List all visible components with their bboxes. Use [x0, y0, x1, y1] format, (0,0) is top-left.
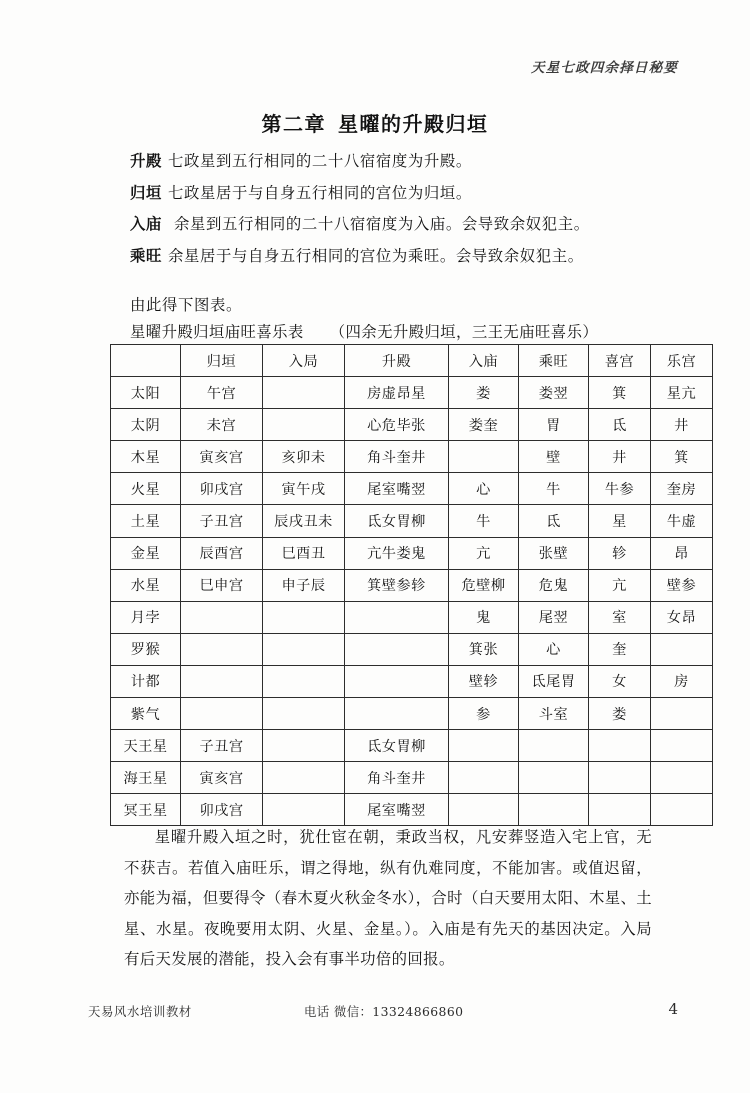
column-header-rumiao: 入庙 — [449, 345, 519, 377]
table-cell — [345, 633, 449, 665]
table-cell — [519, 730, 589, 762]
table-cell: 娄奎 — [449, 409, 519, 441]
table-cell: 奎 — [589, 633, 651, 665]
table-cell: 星亢 — [651, 377, 713, 409]
definition-term: 乘旺 — [130, 246, 162, 265]
table-cell: 张壁 — [519, 537, 589, 569]
closing-paragraph: 星曜升殿入垣之时，犹仕宦在朝，秉政当权，凡安葬竖造入宅上官，无不获吉。若值入庙旺乐，谓之得地，纵有仇难同度，不能加害。或值迟留，亦能为福，但要得令（春木夏火秋金冬水），合时（白天要用太阳、木星、土星、水星。夜晚要用太阴、火星、金星。）。入庙是有先天的基因决定。入局有后天发展的潜能，投入会有事半功倍的回报。 — [124, 828, 652, 968]
column-header-legong: 乐宫 — [651, 345, 713, 377]
table-cell — [263, 698, 345, 730]
table-cell: 星 — [589, 505, 651, 537]
page-title — [0, 108, 750, 137]
page-footer — [88, 1002, 678, 1024]
table-cell: 寅午戌 — [263, 473, 345, 505]
table-cell: 参 — [449, 698, 519, 730]
table-cell: 箕壁参轸 — [345, 569, 449, 601]
table-cell: 角斗奎井 — [345, 441, 449, 473]
column-header-chengwang: 乘旺 — [519, 345, 589, 377]
page-number: 4 — [668, 1000, 678, 1018]
table-cell — [181, 633, 263, 665]
table-row — [111, 377, 713, 409]
table-cell: 申子辰 — [263, 569, 345, 601]
table-cell: 箕 — [651, 441, 713, 473]
table-cell: 娄 — [449, 377, 519, 409]
table-row — [111, 537, 713, 569]
table-cell: 胃 — [519, 409, 589, 441]
table-cell: 井 — [651, 409, 713, 441]
table-cell — [345, 665, 449, 697]
table-cell-star-name: 太阴 — [111, 409, 181, 441]
table-cell — [181, 698, 263, 730]
table-cell: 奎房 — [651, 473, 713, 505]
table-cell: 未宫 — [181, 409, 263, 441]
table-cell — [651, 698, 713, 730]
table-cell-star-name: 紫气 — [111, 698, 181, 730]
table-row — [111, 569, 713, 601]
table-cell: 寅亥宫 — [181, 441, 263, 473]
table-cell: 尾室嘴翌 — [345, 794, 449, 826]
table-cell-star-name: 天王星 — [111, 730, 181, 762]
table-cell — [345, 698, 449, 730]
table-cell: 井 — [589, 441, 651, 473]
table-cell-star-name: 木星 — [111, 441, 181, 473]
table-cell: 牛参 — [589, 473, 651, 505]
table-cell: 亢 — [449, 537, 519, 569]
table-cell-star-name: 海王星 — [111, 762, 181, 794]
table-cell — [263, 730, 345, 762]
table-cell: 亢 — [589, 569, 651, 601]
table-row — [111, 505, 713, 537]
table-row — [111, 665, 713, 697]
definition-text: 七政星居于与自身五行相同的宫位为归垣。 — [167, 183, 472, 202]
table-cell: 鬼 — [449, 601, 519, 633]
table-cell: 心危毕张 — [345, 409, 449, 441]
table-cell: 巳申宫 — [181, 569, 263, 601]
table-cell: 寅亥宫 — [181, 762, 263, 794]
running-header: 天星七政四余择日秘要 — [531, 60, 678, 76]
table-cell — [263, 665, 345, 697]
table-cell: 氐 — [519, 505, 589, 537]
column-header-star — [111, 345, 181, 377]
table-row — [111, 601, 713, 633]
table-cell: 午宫 — [181, 377, 263, 409]
table-cell-star-name: 计都 — [111, 665, 181, 697]
table-cell-star-name: 冥王星 — [111, 794, 181, 826]
definition-text: 七政星到五行相同的二十八宿宿度为升殿。 — [167, 152, 472, 170]
table-cell: 娄 — [589, 698, 651, 730]
definition-term: 升殿 — [130, 152, 162, 170]
footer-left-text: 天易风水培训教材 — [88, 1004, 192, 1019]
table-cell: 轸 — [589, 537, 651, 569]
table-row — [111, 698, 713, 730]
table-caption-sub: （四余无升殿归垣，三王无庙旺喜乐） — [329, 323, 599, 341]
table-cell-star-name: 水星 — [111, 569, 181, 601]
table-cell: 房虚昂星 — [345, 377, 449, 409]
definition-item-rumiao — [130, 209, 650, 241]
definition-list — [130, 146, 650, 272]
column-header-guiyuan: 归垣 — [181, 345, 263, 377]
table-cell: 角斗奎井 — [345, 762, 449, 794]
table-cell: 尾翌 — [519, 601, 589, 633]
definition-item-guiyuan — [130, 178, 650, 210]
table-cell: 牛 — [449, 505, 519, 537]
table-cell: 牛 — [519, 473, 589, 505]
table-cell — [181, 665, 263, 697]
table-cell: 壁 — [519, 441, 589, 473]
definition-item-shengdian — [130, 146, 650, 178]
table-cell: 子丑宫 — [181, 505, 263, 537]
table-cell — [651, 730, 713, 762]
table-cell: 斗室 — [519, 698, 589, 730]
column-header-xigong: 喜宫 — [589, 345, 651, 377]
table-caption-main: 星曜升殿归垣庙旺喜乐表 — [130, 323, 304, 341]
table-cell — [651, 794, 713, 826]
table-cell: 子丑宫 — [181, 730, 263, 762]
table-cell — [263, 633, 345, 665]
table-cell — [651, 633, 713, 665]
table-cell — [345, 601, 449, 633]
table-cell — [263, 601, 345, 633]
table-row — [111, 730, 713, 762]
definition-term: 归垣 — [130, 183, 162, 202]
star-dignity-table — [110, 344, 713, 826]
table-cell: 氐尾胃 — [519, 665, 589, 697]
definition-item-chengwang — [130, 241, 650, 273]
table-cell: 娄翌 — [519, 377, 589, 409]
table-cell: 卯戌宫 — [181, 473, 263, 505]
lead-note: 由此得下图表。 — [130, 296, 242, 314]
table-caption — [130, 320, 650, 342]
column-header-shengdian: 升殿 — [345, 345, 449, 377]
table-header-row — [111, 345, 713, 377]
table-cell-star-name: 月孛 — [111, 601, 181, 633]
table-cell: 危鬼 — [519, 569, 589, 601]
table-cell-star-name: 土星 — [111, 505, 181, 537]
table-cell: 箕 — [589, 377, 651, 409]
definition-text: 余星到五行相同的二十八宿宿度为入庙。会导致余奴犯主。 — [173, 215, 590, 233]
table-row — [111, 633, 713, 665]
table-cell — [263, 762, 345, 794]
table-cell — [263, 377, 345, 409]
table-cell: 氐女胃柳 — [345, 505, 449, 537]
column-header-ruju: 入局 — [263, 345, 345, 377]
table-cell: 辰酉宫 — [181, 537, 263, 569]
table-cell: 昂 — [651, 537, 713, 569]
table-cell — [449, 762, 519, 794]
table-cell: 心 — [449, 473, 519, 505]
table-cell: 尾室嘴翌 — [345, 473, 449, 505]
table-cell — [449, 730, 519, 762]
table-row — [111, 441, 713, 473]
table-body — [111, 377, 713, 826]
table-cell: 女 — [589, 665, 651, 697]
table-cell: 牛虚 — [651, 505, 713, 537]
table-cell: 女昂 — [651, 601, 713, 633]
table-row — [111, 762, 713, 794]
definition-term: 入庙 — [130, 215, 162, 233]
table-cell: 房 — [651, 665, 713, 697]
table-cell: 室 — [589, 601, 651, 633]
table-cell: 壁参 — [651, 569, 713, 601]
table-cell — [181, 601, 263, 633]
table-cell: 亢牛娄鬼 — [345, 537, 449, 569]
table-cell — [651, 762, 713, 794]
table-cell — [263, 409, 345, 441]
chapter-title-text: 星曜的升殿归垣 — [338, 112, 489, 136]
table-cell — [449, 441, 519, 473]
table-cell-star-name: 金星 — [111, 537, 181, 569]
table-cell: 危壁柳 — [449, 569, 519, 601]
table-cell: 亥卯未 — [263, 441, 345, 473]
table-cell: 卯戌宫 — [181, 794, 263, 826]
definition-text: 余星居于与自身五行相同的宫位为乘旺。会导致余奴犯主。 — [167, 246, 584, 265]
table-cell: 壁轸 — [449, 665, 519, 697]
table-cell — [589, 762, 651, 794]
table-cell: 心 — [519, 633, 589, 665]
table-cell: 巳酉丑 — [263, 537, 345, 569]
table-cell-star-name: 罗猴 — [111, 633, 181, 665]
table-cell: 箕张 — [449, 633, 519, 665]
table-row — [111, 473, 713, 505]
table-cell-star-name: 太阳 — [111, 377, 181, 409]
table-cell — [589, 730, 651, 762]
table-cell: 氐 — [589, 409, 651, 441]
table-cell — [519, 762, 589, 794]
table-row — [111, 409, 713, 441]
footer-contact: 电话 微信：13324866860 — [304, 1004, 464, 1019]
chapter-number: 第二章 — [261, 112, 326, 136]
table-cell: 辰戌丑未 — [263, 505, 345, 537]
table-cell-star-name: 火星 — [111, 473, 181, 505]
table-cell: 氐女胃柳 — [345, 730, 449, 762]
